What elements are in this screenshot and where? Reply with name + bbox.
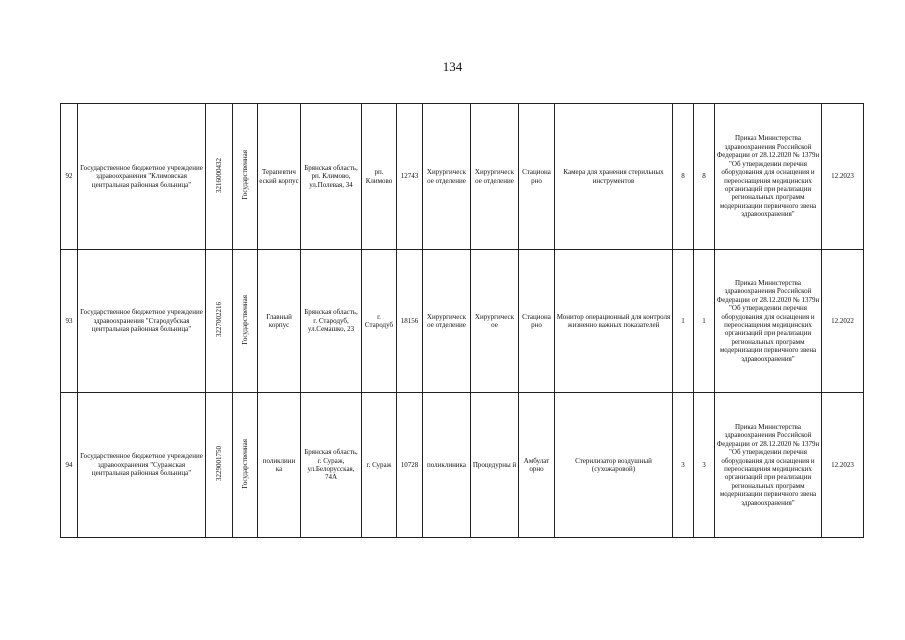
address: Брянская область, г. Сураж, ул.Белорусская, 74А xyxy=(304,448,358,482)
subdivision-cell xyxy=(471,250,519,393)
building-name-cell xyxy=(258,393,301,538)
care-type: Амбулат орно xyxy=(523,456,550,473)
institution-name-cell xyxy=(78,250,206,393)
delivery-date: 12.2022 xyxy=(831,316,854,325)
locality-cell xyxy=(362,250,397,393)
quantity-planned: 3 xyxy=(681,460,685,469)
table-row xyxy=(61,250,864,393)
department: Хирургическ ое отделение xyxy=(426,168,467,185)
row-number: 93 xyxy=(65,316,73,325)
regulation-reference-cell xyxy=(715,250,822,393)
equipment-name: Камера для хранения стерильных инструментов xyxy=(563,168,664,185)
building-name: Терапевтич еский корпус xyxy=(259,168,299,185)
quantity-planned-cell xyxy=(673,393,694,538)
locality-code-cell xyxy=(397,104,423,250)
department: Хирургическ ое отделение xyxy=(426,312,467,329)
delivery-date-cell xyxy=(822,104,864,250)
quantity-planned-cell xyxy=(673,250,694,393)
building-name: поликлини ка xyxy=(262,456,296,473)
address-cell xyxy=(301,250,362,393)
address-cell xyxy=(301,393,362,538)
locality: рп. Климово xyxy=(365,168,393,185)
subdivision: Процедурны й xyxy=(472,460,517,469)
quantity-total: 8 xyxy=(702,172,706,181)
inn-code-cell xyxy=(206,393,233,538)
delivery-date-cell xyxy=(822,250,864,393)
care-type-cell xyxy=(519,393,555,538)
regulation-reference: Приказ Министерства здравоохранения Российской Федерации от 28.12.2020 № 1379н "Об утверждении перечня оборудования для оснащения и переоснащения медицинских организаций при реализации региональных программ модернизации первичного звена здравоохранения" xyxy=(716,134,820,219)
department-cell xyxy=(423,250,471,393)
department: поликлиника xyxy=(427,460,466,469)
delivery-date: 12.2023 xyxy=(831,172,854,181)
ownership-type: Государственная xyxy=(240,294,249,345)
inn-code-cell xyxy=(206,104,233,250)
ownership-type: Государственная xyxy=(240,150,249,201)
quantity-total: 1 xyxy=(702,316,706,325)
care-type: Стациона рно xyxy=(522,312,551,329)
regulation-reference: Приказ Министерства здравоохранения Российской Федерации от 28.12.2020 № 1379н "Об утверждении перечня оборудования для оснащения и переоснащения медицинских организаций при реализации региональных программ модернизации первичного звена здравоохранения" xyxy=(716,422,820,507)
subdivision-cell xyxy=(471,104,519,250)
quantity-planned: 8 xyxy=(681,172,685,181)
equipment-name-cell xyxy=(555,393,673,538)
institution-name: Государственное бюджетное учреждение здравоохранения "Климовская центральная районная больница" xyxy=(80,163,203,189)
building-name-cell xyxy=(258,104,301,250)
row-number-cell xyxy=(61,104,78,250)
row-number-cell xyxy=(61,393,78,538)
care-type: Стациона рно xyxy=(522,168,551,185)
ownership-type-cell xyxy=(233,104,258,250)
page-number: 134 xyxy=(442,59,463,74)
quantity-total: 3 xyxy=(702,460,706,469)
address-cell xyxy=(301,104,362,250)
ownership-type-cell xyxy=(233,393,258,538)
quantity-total-cell xyxy=(694,104,715,250)
delivery-date-cell xyxy=(822,393,864,538)
address: Брянская область, рп. Климово, ул.Полевая, 34 xyxy=(304,163,358,189)
building-name-cell xyxy=(258,250,301,393)
row-number: 94 xyxy=(65,460,73,469)
address: Брянская область, г. Стародуб, ул.Семашко, 23 xyxy=(304,308,358,334)
locality-code-cell xyxy=(397,393,423,538)
quantity-total-cell xyxy=(694,393,715,538)
equipment-name-cell xyxy=(555,250,673,393)
institution-name-cell xyxy=(78,393,206,538)
ownership-type-cell xyxy=(233,250,258,393)
inn-code: 3227002216 xyxy=(214,302,223,338)
locality-cell xyxy=(362,104,397,250)
row-number: 92 xyxy=(65,172,73,181)
quantity-total-cell xyxy=(694,250,715,393)
locality-code: 10728 xyxy=(400,460,419,469)
row-number-cell xyxy=(61,250,78,393)
institution-name: Государственное бюджетное учреждение здравоохранения "Суражская центральная районная больница" xyxy=(80,452,203,478)
care-type-cell xyxy=(519,250,555,393)
regulation-reference-cell xyxy=(715,393,822,538)
locality: г. Стародуб xyxy=(364,312,394,329)
regulation-reference-cell xyxy=(715,104,822,250)
inn-code-cell xyxy=(206,250,233,393)
ownership-type: Государственная xyxy=(240,438,249,489)
locality-code: 18156 xyxy=(400,316,419,325)
department-cell xyxy=(423,104,471,250)
equipment-name: Стерилизатор воздушный (сухожаровой) xyxy=(575,456,652,473)
locality-cell xyxy=(362,393,397,538)
subdivision-cell xyxy=(471,393,519,538)
delivery-date: 12.2023 xyxy=(831,460,854,469)
regulation-reference: Приказ Министерства здравоохранения Российской Федерации от 28.12.2020 № 1379н "Об утверждении перечня оборудования для оснащения и переоснащения медицинских организаций при реализации региональных программ модернизации первичного звена здравоохранения" xyxy=(716,278,820,363)
table-row xyxy=(61,393,864,538)
building-name: Главный корпус xyxy=(266,312,292,329)
subdivision: Хирургическ ое xyxy=(474,312,515,329)
locality-code-cell xyxy=(397,250,423,393)
equipment-table xyxy=(60,103,864,538)
quantity-planned: 1 xyxy=(681,316,685,325)
institution-name-cell xyxy=(78,104,206,250)
department-cell xyxy=(423,393,471,538)
care-type-cell xyxy=(519,104,555,250)
institution-name: Государственное бюджетное учреждение здравоохранения "Стародубская центральная районная больница" xyxy=(80,308,203,334)
locality: г. Сураж xyxy=(366,460,392,469)
table-row xyxy=(61,104,864,250)
equipment-name-cell xyxy=(555,104,673,250)
subdivision: Хирургическ ое отделение xyxy=(474,168,515,185)
inn-code: 3229001750 xyxy=(214,446,223,482)
locality-code: 12743 xyxy=(400,172,419,181)
inn-code: 3216000432 xyxy=(214,157,223,193)
quantity-planned-cell xyxy=(673,104,694,250)
equipment-name: Монитор операционный для контроля жизненно важных показателей xyxy=(556,312,671,329)
